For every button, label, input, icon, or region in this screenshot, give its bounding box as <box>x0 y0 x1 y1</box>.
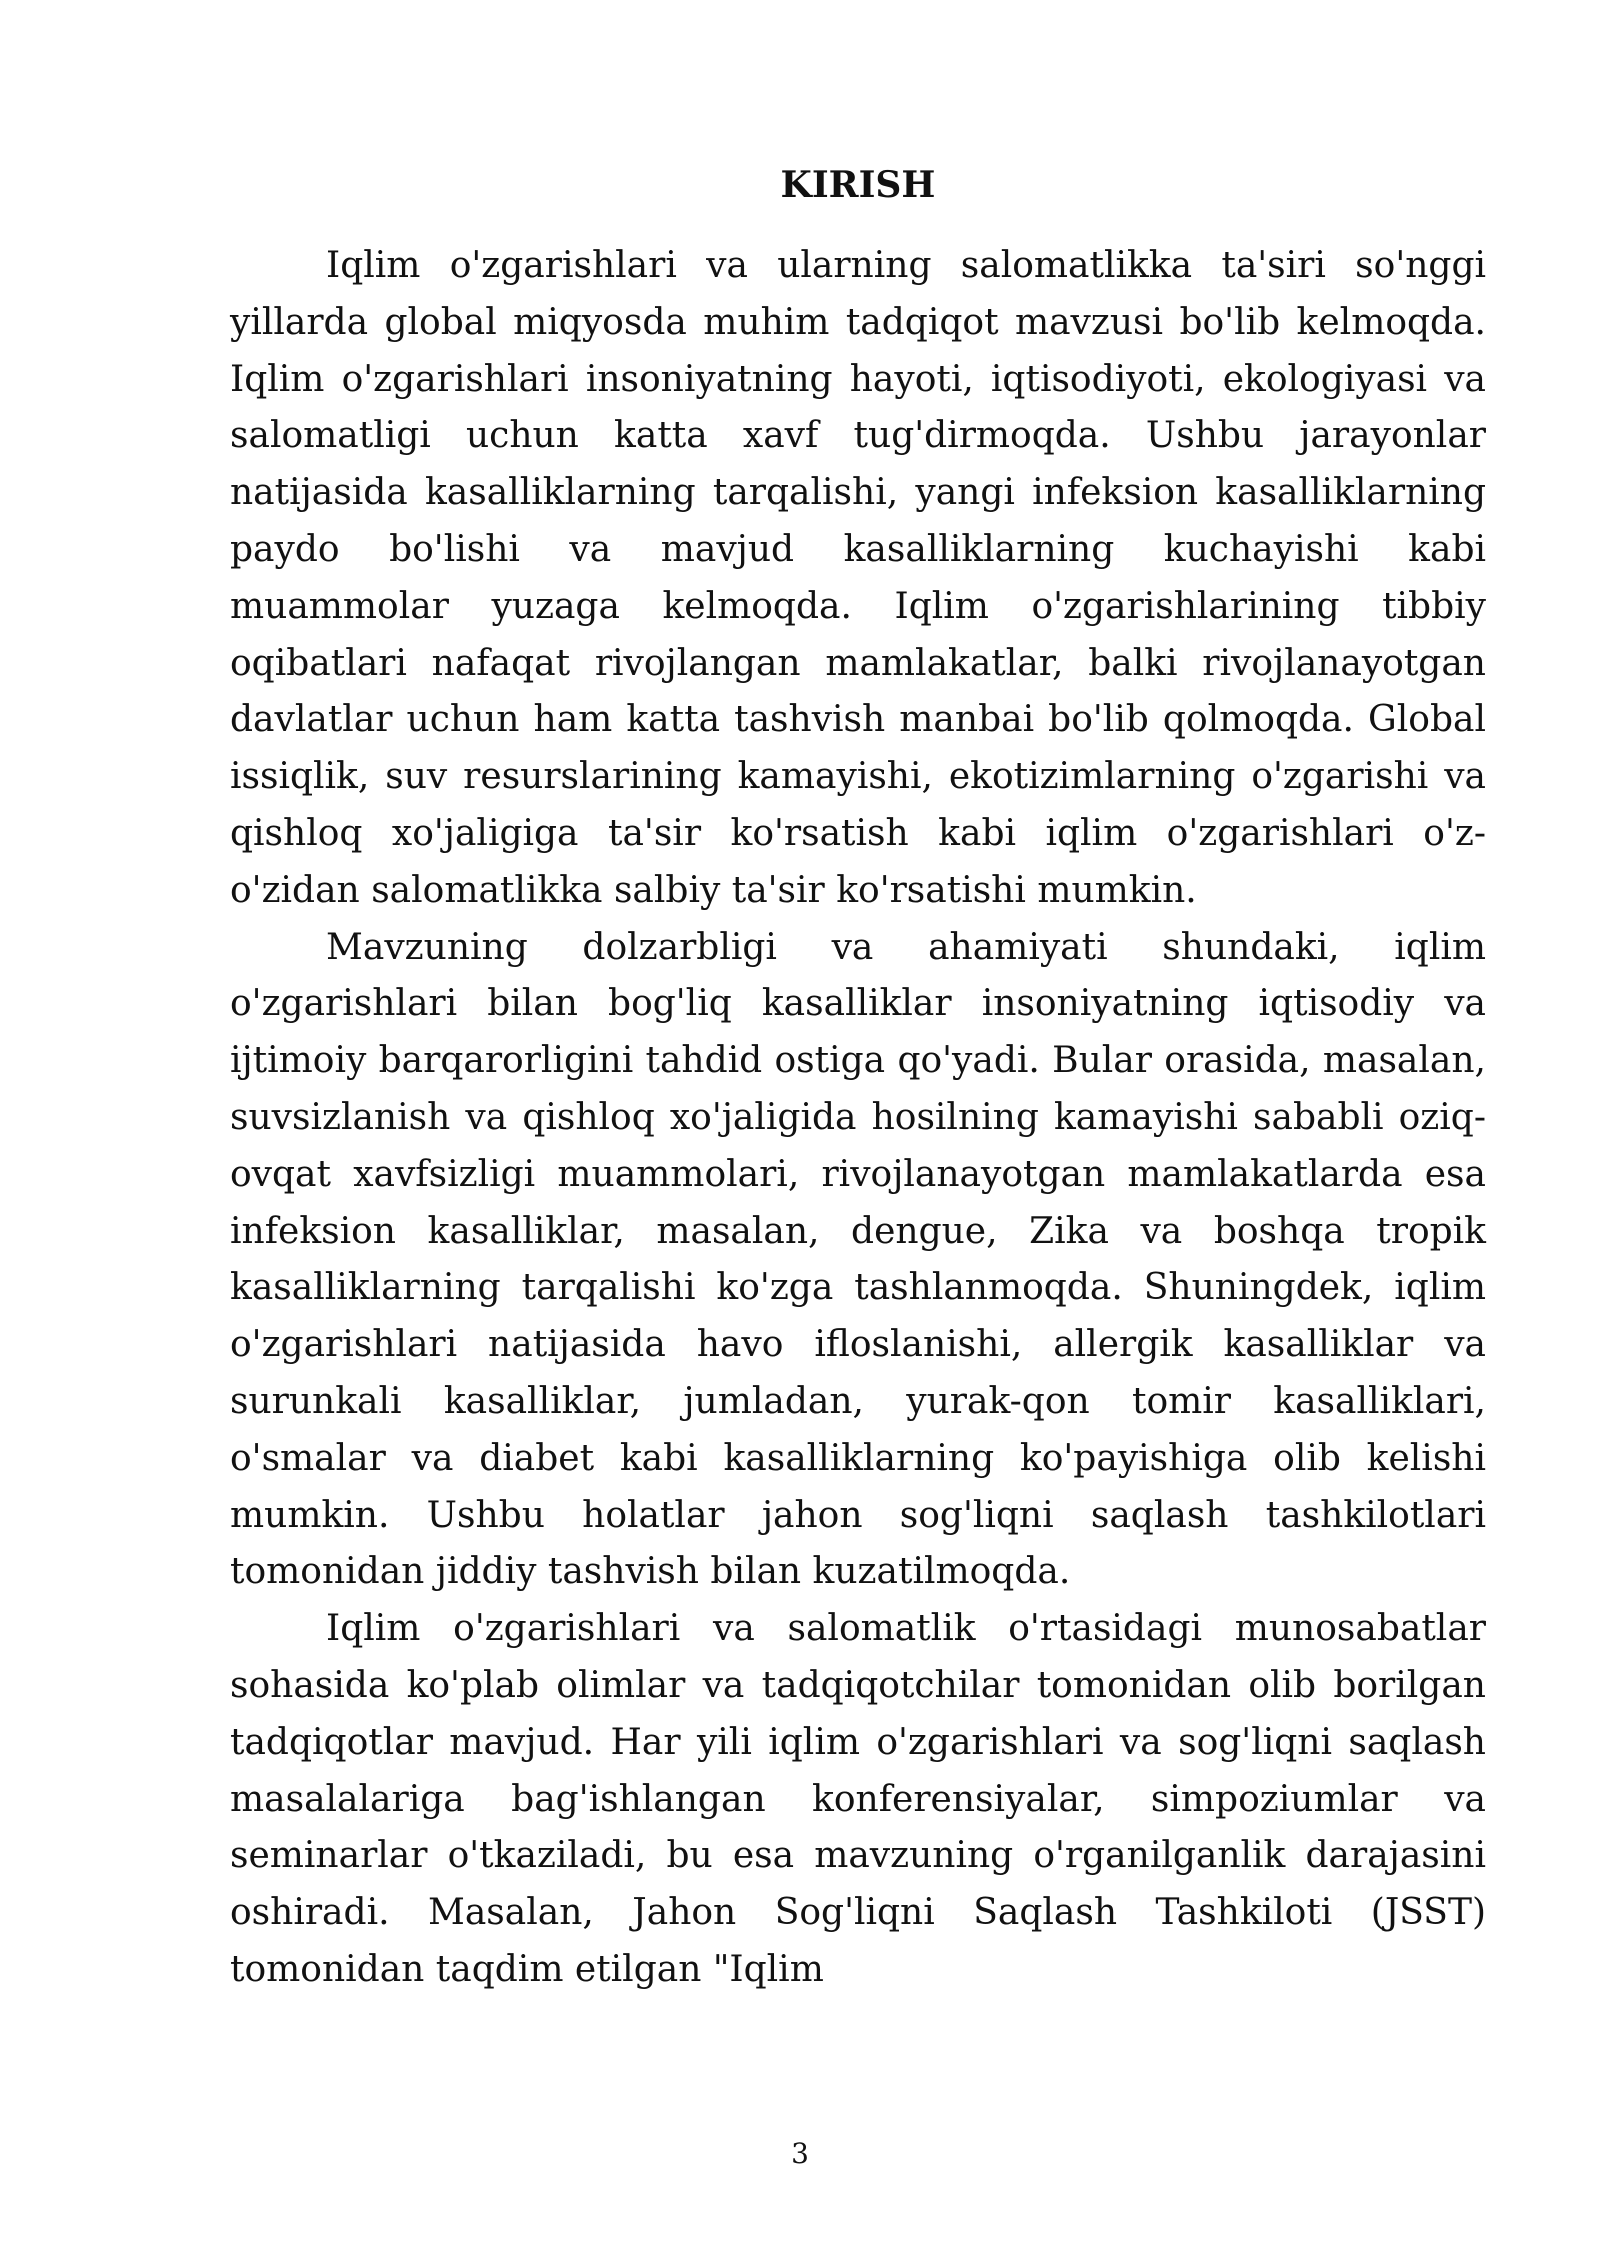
paragraph-2: Mavzuning dolzarbligi va ahamiyati shundaki, iqlim o'zgarishlari bilan bog'liq kasalliklar insoniyatning iqtisodiy va ijtimoiy barqarorligini tahdid ostiga qo'yadi. Bular orasida, masalan, suvsizlanish va qishloq xo'jaligida hosilning kamayishi sababli oziq-ovqat xavfsizligi muammolari, rivojlanayotgan mamlakatlarda esa infeksion kasalliklar, masalan, dengue, Zika va boshqa tropik kasalliklarning tarqalishi ko'zga tashlanmoqda. Shuningdek, iqlim o'zgarishlari natijasida havo ifloslanishi, allergik kasalliklar va surunkali kasalliklar, jumladan, yurak-qon tomir kasalliklari, o'smalar va diabet kabi kasalliklarning ko'payishiga olib kelishi mumkin. Ushbu holatlar jahon sog'liqni saqlash tashkilotlari tomonidan jiddiy tashvish bilan kuzatilmoqda. <box>230 926 1486 1593</box>
page-number: 3 <box>791 2137 809 2170</box>
paragraph-3: Iqlim o'zgarishlari va salomatlik o'rtasidagi munosabatlar sohasida ko'plab olimlar va tadqiqotchilar tomonidan olib borilgan tadqiqotlar mavjud. Har yili iqlim o'zgarishlari va sog'liqni saqlash masalalariga bag'ishlangan konferensiyalar, simpoziumlar va seminarlar o'tkaziladi, bu esa mavzuning o'rganilganlik darajasini oshiradi. Masalan, Jahon Sog'liqni Saqlash Tashkiloti (JSST) tomonidan taqdim etilgan "Iqlim <box>230 1608 1486 1990</box>
paragraph-1: Iqlim o'zgarishlari va ularning salomatlikka ta'siri so'nggi yillarda global miqyosda muhim tadqiqot mavzusi bo'lib kelmoqda. Iqlim o'zgarishlari insoniyatning hayoti, iqtisodiyoti, ekologiyasi va salomatligi uchun katta xavf tug'dirmoqda. Ushbu jarayonlar natijasida kasalliklarning tarqalishi, yangi infeksion kasalliklarning paydo bo'lishi va mavjud kasalliklarning kuchayishi kabi muammolar yuzaga kelmoqda. Iqlim o'zgarishlarining tibbiy oqibatlari nafaqat rivojlangan mamlakatlar, balki rivojlanayotgan davlatlar uchun ham katta tashvish manbai bo'lib qolmoqda. Global issiqlik, suv resurslarining kamayishi, ekotizimlarning o'zgarishi va qishloq xo'jaligiga ta'sir ko'rsatish kabi iqlim o'zgarishlari o'z-o'zidan salomatlikka salbiy ta'sir ko'rsatishi mumkin. <box>230 245 1486 911</box>
section-title: KIRISH <box>780 164 936 206</box>
document-body <box>230 160 1486 1999</box>
